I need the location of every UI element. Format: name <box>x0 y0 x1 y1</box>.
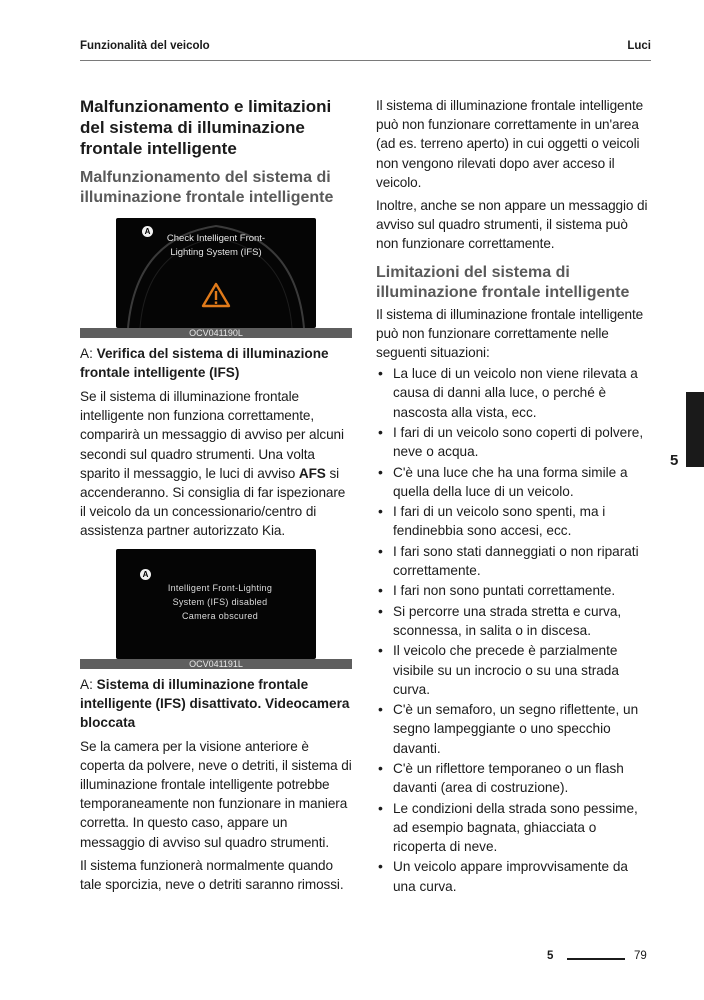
paragraph-open-area: Il sistema di illuminazione frontale intelligente può non funzionare correttamente in un'area (ad es. terreno aperto) in cui oggetti o veicoli non vengono rilevati dopo aver acceso il veicolo. <box>376 98 644 190</box>
paragraph-no-warning: Inoltre, anche se non appare un messaggio di avviso sul quadro strumenti, il sistema può non funzionare correttamente. <box>376 198 648 252</box>
paragraph-normal-operation: Il sistema funzionerà normalmente quando tale sporcizia, neve o detriti saranno rimossi. <box>80 857 344 893</box>
paragraph-limitations-intro: Il sistema di illuminazione frontale intelligente può non funzionare correttamente nelle seguenti situazioni: <box>376 306 644 361</box>
footer-chapter-number: 5 <box>547 950 554 962</box>
list-item: • Il veicolo che precede è parzialmente visibile su un incrocio o su una strada curva. <box>376 641 650 699</box>
figure-code: OCV041190L <box>80 328 352 338</box>
cluster-display-image <box>116 218 316 328</box>
cluster-message-line: Camera obscured <box>181 610 259 621</box>
callout-badge: A <box>140 569 151 580</box>
caption-text: Verifica del sistema di illuminazione frontale intelligente (IFS) <box>80 346 329 380</box>
figure-ifs-check <box>80 218 352 338</box>
list-item: • I fari non sono puntati correttamente. <box>376 581 650 600</box>
caption-label: A: <box>80 676 97 692</box>
list-item: • I fari sono stati danneggiati o non riparati correttamente. <box>376 542 650 580</box>
caption-label: A: <box>80 346 97 361</box>
afs-term: AFS <box>298 465 326 481</box>
cluster-message <box>120 581 316 623</box>
cluster-message-line: System (IFS) disabled <box>172 596 268 607</box>
warning-triangle-icon <box>201 282 231 308</box>
figure-ifs-disabled <box>80 549 352 669</box>
figure-caption-2 <box>80 675 352 732</box>
chapter-tab <box>686 392 704 467</box>
list-item: • Le condizioni della strada sono pessime, ad esempio bagnata, ghiacciata o ricoperta di neve. <box>376 799 650 857</box>
cluster-message <box>116 232 316 260</box>
subsection-title-limitations: Limitazioni del sistema di illuminazione frontale intelligente <box>376 263 630 301</box>
running-header-section: Funzionalità del veicolo <box>80 40 210 52</box>
limitations-list <box>376 364 650 896</box>
right-column <box>376 96 650 897</box>
section-title: Malfunzionamento e limitazioni del sistema di illuminazione frontale intelligente <box>80 97 332 158</box>
list-item: • I fari di un veicolo sono spenti, ma i fendinebbia sono accesi, ecc. <box>376 502 650 540</box>
list-item: • C'è un riflettore temporaneo o un flash davanti (area di costruzione). <box>376 759 650 797</box>
subsection-title-malfunction: Malfunzionamento del sistema di illuminazione frontale intelligente <box>80 169 334 206</box>
cluster-message-line: Intelligent Front-Lighting <box>167 582 273 593</box>
paragraph-malfunction <box>80 387 352 541</box>
list-item: • Un veicolo appare improvvisamente da una curva. <box>376 857 650 895</box>
footer-rule <box>567 958 625 960</box>
chapter-tab-number: 5 <box>670 452 679 469</box>
caption-text: Sistema di illuminazione frontale intelligente (IFS) disattivato. Videocamera bloccata <box>80 676 350 730</box>
cluster-message-line: Lighting System (IFS) <box>170 247 262 258</box>
left-column <box>80 96 352 894</box>
callout-badge: A <box>142 226 153 237</box>
paragraph-text: Se il sistema di illuminazione frontale intelligente non funziona correttamente, comparirà un messaggio di avviso per alcuni secondi sul quadro strumenti. Una volta sparito il messaggio, le luci di avviso <box>80 389 344 481</box>
list-item: • La luce di un veicolo non viene rilevata a causa di danni alla luce, o perché è nascosta alla vista, ecc. <box>376 364 650 422</box>
list-item: • C'è un semaforo, un segno riflettente, un segno lampeggiante o uno specchio davanti. <box>376 700 650 758</box>
footer-page-number: 79 <box>634 950 647 962</box>
list-item: • Si percorre una strada stretta e curva, sconnessa, in salita o in discesa. <box>376 602 650 640</box>
cluster-message-line: Check Intelligent Front- <box>166 233 266 244</box>
paragraph-text: si accenderanno. Si consiglia di far ispezionare il veicolo da un concessionario/centro di assistenza partner autorizzato Kia. <box>80 465 346 539</box>
paragraph-camera: Se la camera per la visione anteriore è coperta da polvere, neve o detriti, il sistema di illuminazione frontale intelligente potrebbe temporaneamente non funzionare in maniera corretta. In questo caso, appare un messaggio di avviso sul quadro strumenti. <box>80 738 352 850</box>
figure-code: OCV041191L <box>80 659 352 669</box>
list-item: • C'è una luce che ha una forma simile a quella della luce di un veicolo. <box>376 463 650 501</box>
header-divider <box>80 60 651 61</box>
running-header-topic: Luci <box>627 40 651 52</box>
list-item: • I fari di un veicolo sono coperti di polvere, neve o acqua. <box>376 423 650 461</box>
figure-caption-1 <box>80 344 352 382</box>
cluster-display-image <box>116 549 316 659</box>
